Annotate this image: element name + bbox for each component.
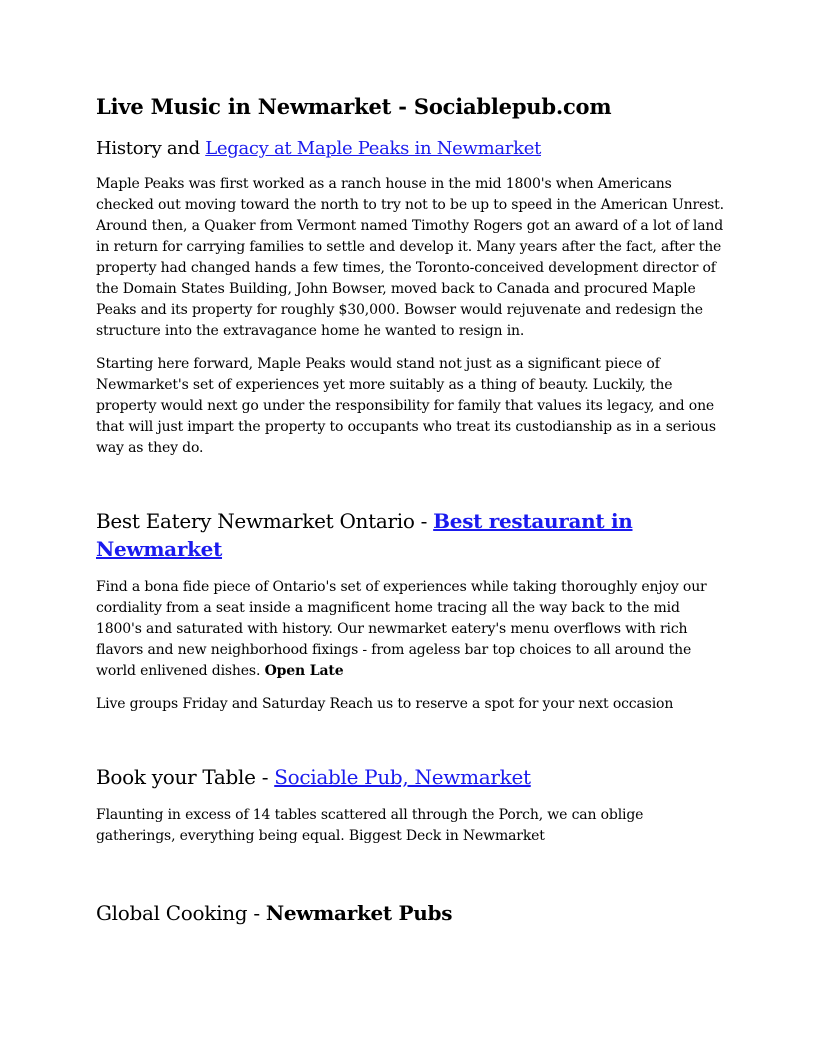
open-late-label: Open Late — [264, 663, 344, 679]
history-heading-text: History and — [96, 138, 206, 159]
eatery-paragraph-text: Find a bona fide piece of Ontario's set of experiences while taking thoroughly enjoy our cordiality from a seat inside a magnificent home tracing all the way back to the mid 1800's and saturated with history. Our newmarket eatery's menu overflows with rich flavors and new neighborhood fixings - from ageless bar top choices to all around the world enlivened dishes. — [96, 579, 707, 679]
eatery-paragraph-2: Live groups Friday and Saturday Reach us to reserve a spot for your next occasion — [96, 696, 674, 712]
best-restaurant-link-text: Best restaurant in Newmarket — [96, 509, 633, 561]
eatery-heading-text: Best Eatery Newmarket Ontario - — [96, 509, 434, 533]
history-paragraph-1: Maple Peaks was first worked as a ranch house in the mid 1800's when Americans checked out moving toward the north to try not to be up to speed in the American Unrest. Around then, a Quaker from Vermont named Timothy Rogers got an award of a lot of land in return for carrying families to settle and develop it. Many years after the fact, after the property had changed hands a few times, the Toronto-conceived development director of the Domain States Building, John Bowser, moved back to Canada and procured Maple Peaks and its property for roughly $30,000. Bowser would rejuvenate and redesign the structure into the extravagance home he wanted to resign in. — [96, 176, 724, 339]
booking-heading — [96, 763, 726, 791]
history-paragraph-2: Starting here forward, Maple Peaks would stand not just as a significant piece of Newmarket's set of experiences yet more suitably as a thing of beauty. Luckily, the property would next go under the responsibility for family that values its legacy, and one that will just impart the property to occupants who treat its custodianship as in a serious way as they do. — [96, 356, 716, 456]
booking-heading-text: Book your Table - — [96, 765, 275, 789]
eatery-paragraph-1 — [96, 577, 726, 682]
legacy-link[interactable]: Legacy at Maple Peaks in Newmarket — [205, 138, 541, 159]
eatery-heading — [96, 507, 726, 563]
history-heading — [96, 136, 726, 162]
document-body — [96, 92, 726, 941]
page-title: Live Music in Newmarket - Sociablepub.com — [96, 94, 612, 119]
global-heading — [96, 899, 726, 927]
global-heading-text: Global Cooking - — [96, 901, 266, 925]
booking-paragraph-1: Flaunting in excess of 14 tables scattered all through the Porch, we can oblige gatherings, everything being equal. Biggest Deck in Newmarket — [96, 807, 644, 844]
sociable-pub-link[interactable]: Sociable Pub, Newmarket — [274, 765, 531, 789]
newmarket-pubs-label: Newmarket Pubs — [265, 901, 453, 925]
